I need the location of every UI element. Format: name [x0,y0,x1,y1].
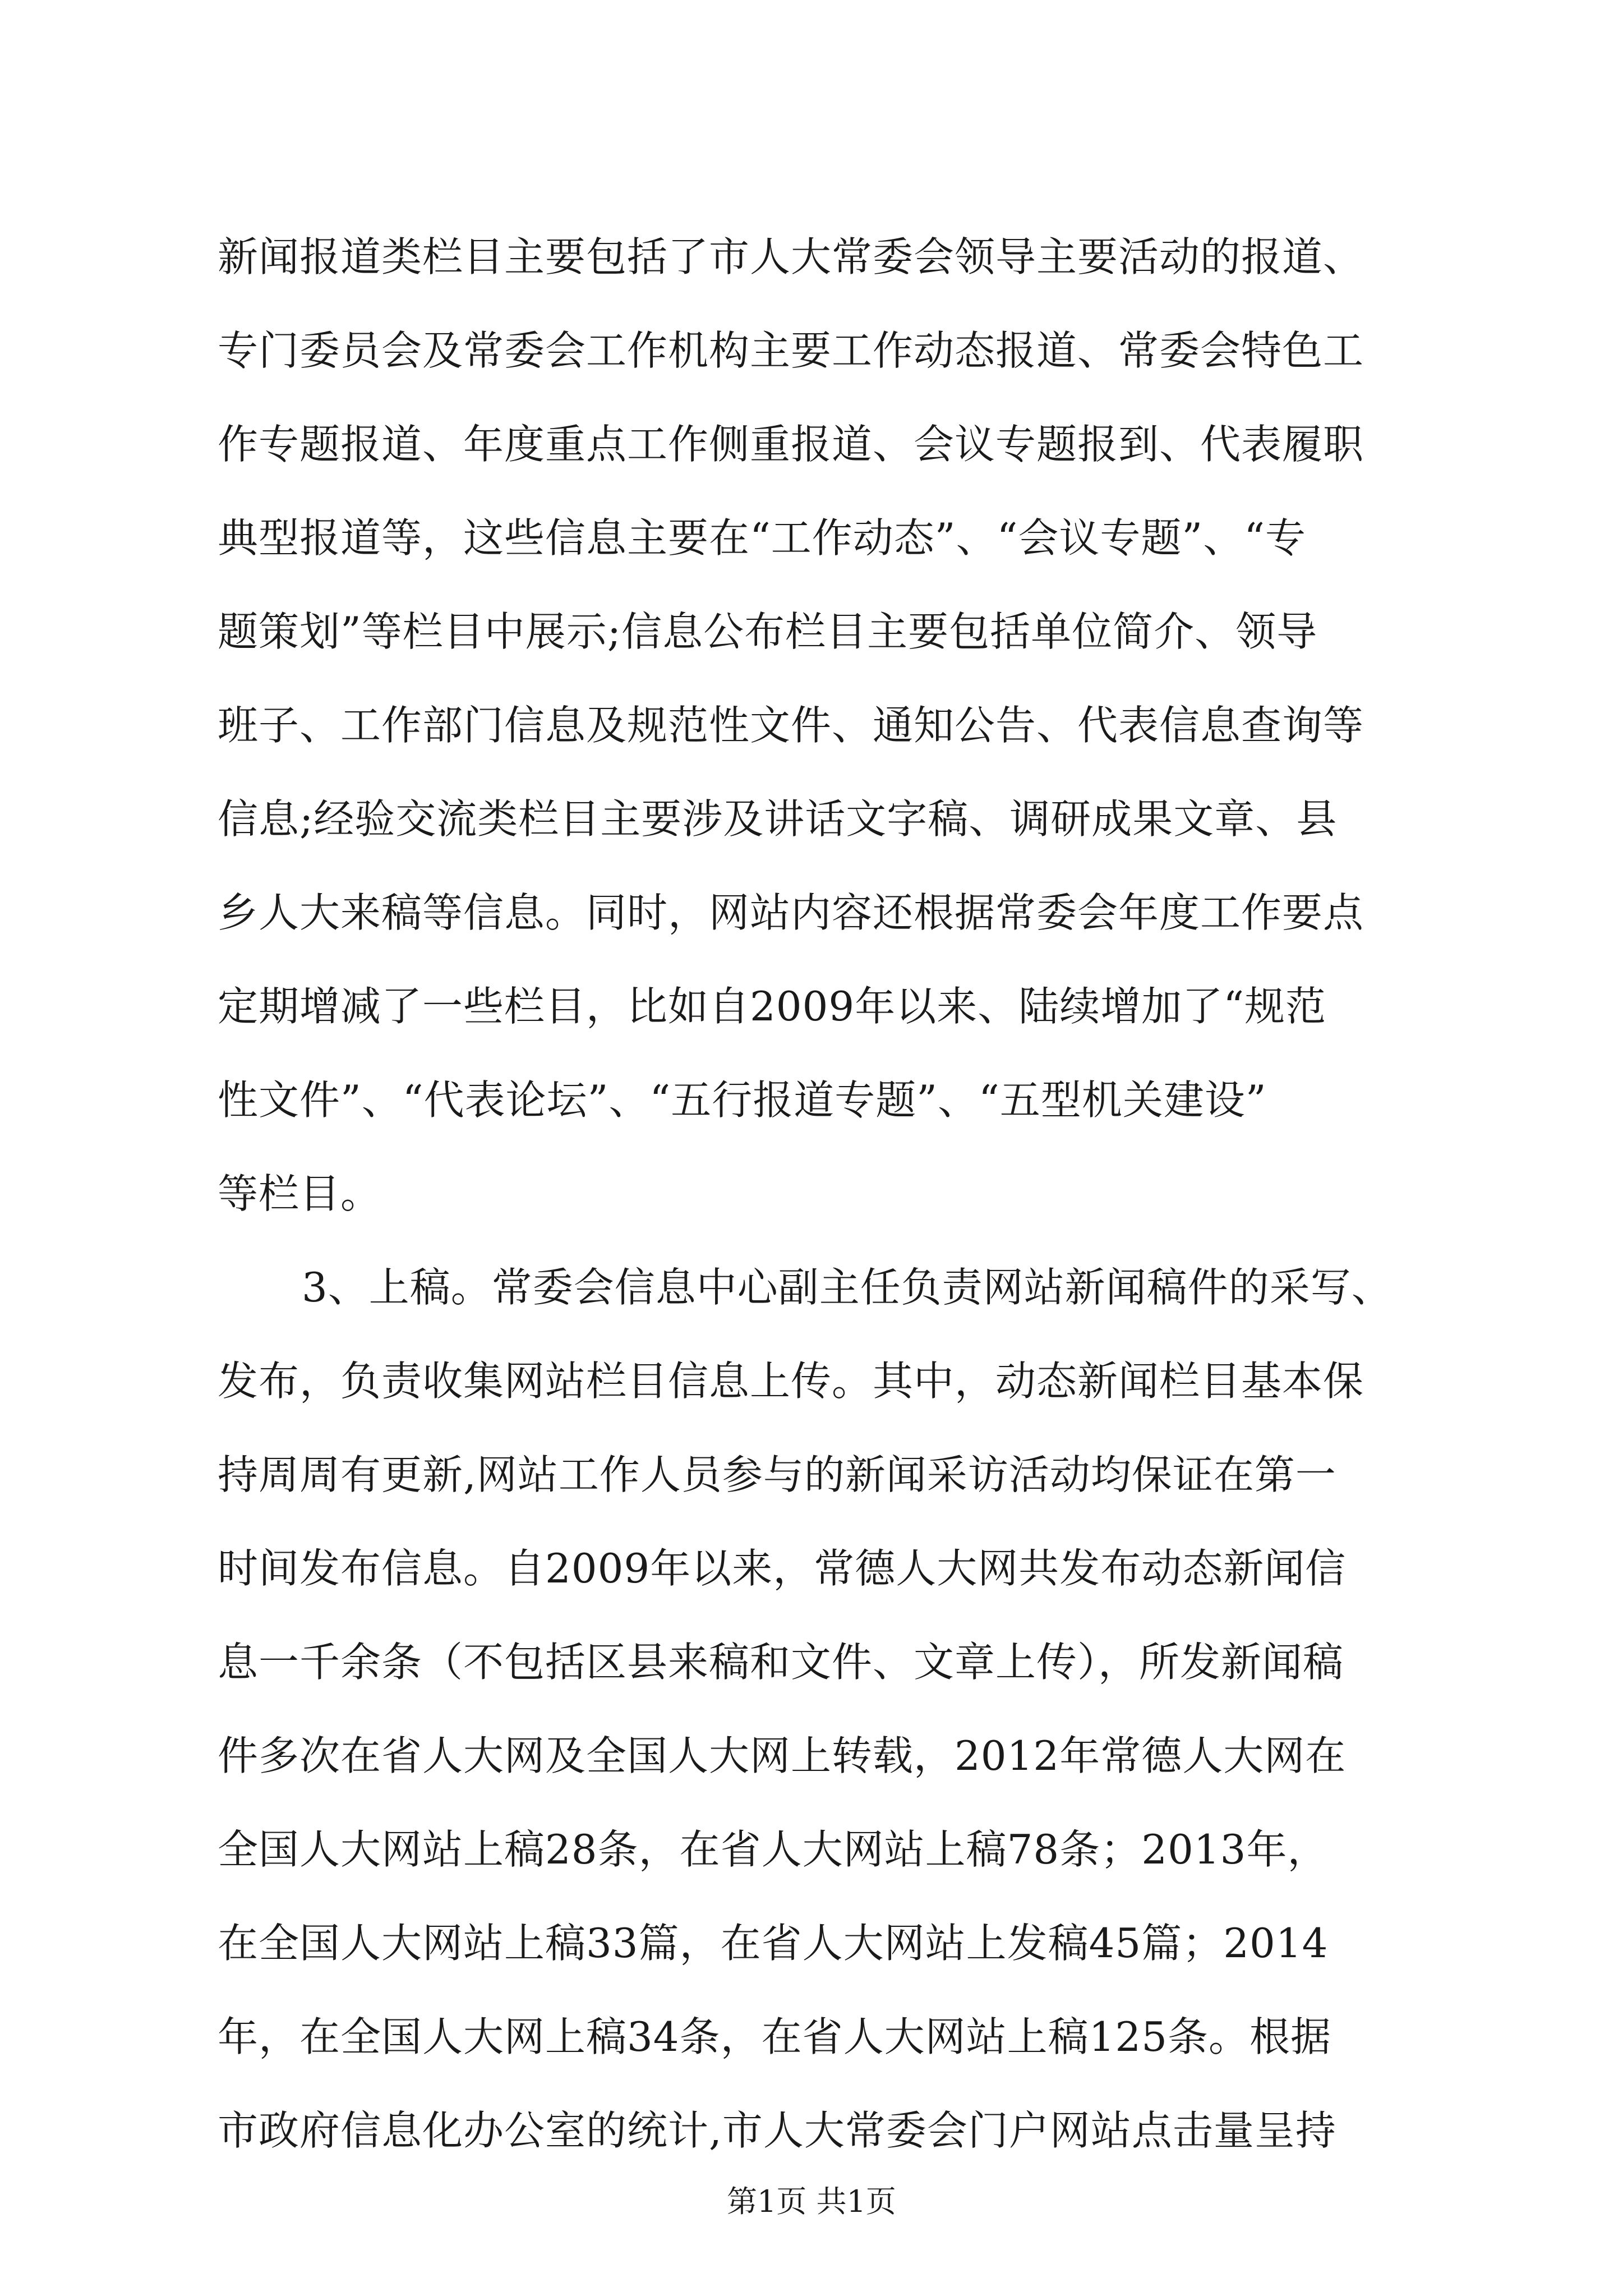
page-footer [0,2179,1623,2224]
text-line-11: 等栏目。 [218,1170,382,1217]
text-line-9: 定期增减了一些栏目，比如自2009年以来、陆续增加了“规范 [218,983,1327,1030]
page-number-label: 第1页 共1页 [727,2184,896,2219]
text-line-1: 新闻报道类栏目主要包括了市人大常委会领导主要活动的报道、 [218,233,1364,280]
text-line-2: 专门委员会及常委会工作机构主要工作动态报道、常委会特色工 [218,327,1364,374]
text-line-3: 作专题报道、年度重点工作侧重报道、会议专题报到、代表履职 [218,421,1364,468]
text-line-5: 题策划”等栏目中展示;信息公布栏目主要包括单位简介、领导 [218,608,1318,655]
text-line-16: 息一千余条（不包括区县来稿和文件、文章上传），所发新闻稿 [218,1639,1344,1686]
text-line-13: 发布，负责收集网站栏目信息上传。其中，动态新闻栏目基本保 [218,1358,1364,1405]
text-line-12: 3、上稿。常委会信息中心副主任负责网站新闻稿件的采写、 [302,1264,1393,1311]
text-line-10: 性文件”、“代表论坛”、“五行报道专题”、“五型机关建设” [218,1076,1267,1124]
document-body [218,210,1418,2178]
text-line-15: 时间发布信息。自2009年以来，常德人大网共发布动态新闻信 [218,1545,1347,1592]
text-line-20: 年，在全国人大网上稿34条，在省人大网站上稿125条。根据 [218,2013,1332,2060]
text-line-21: 市政府信息化办公室的统计,市人大常委会门户网站点击量呈持 [218,2107,1336,2154]
text-line-4: 典型报道等，这些信息主要在“工作动态”、“会议专题”、“专 [218,514,1307,562]
text-line-18: 全国人大网站上稿28条，在省人大网站上稿78条；2013年， [218,1826,1329,1873]
text-line-14: 持周周有更新,网站工作人员参与的新闻采访活动均保证在第一 [218,1451,1336,1498]
text-line-17: 件多次在省人大网及全国人大网上转载，2012年常德人大网在 [218,1732,1347,1779]
text-line-8: 乡人大来稿等信息。同时，网站内容还根据常委会年度工作要点 [218,889,1364,936]
text-line-19: 在全国人大网站上稿33篇，在省人大网站上发稿45篇；2014 [218,1920,1329,1967]
text-line-7: 信息;经验交流类栏目主要涉及讲话文字稿、调研成果文章、县 [218,795,1338,843]
text-line-6: 班子、工作部门信息及规范性文件、通知公告、代表信息查询等 [218,702,1364,749]
